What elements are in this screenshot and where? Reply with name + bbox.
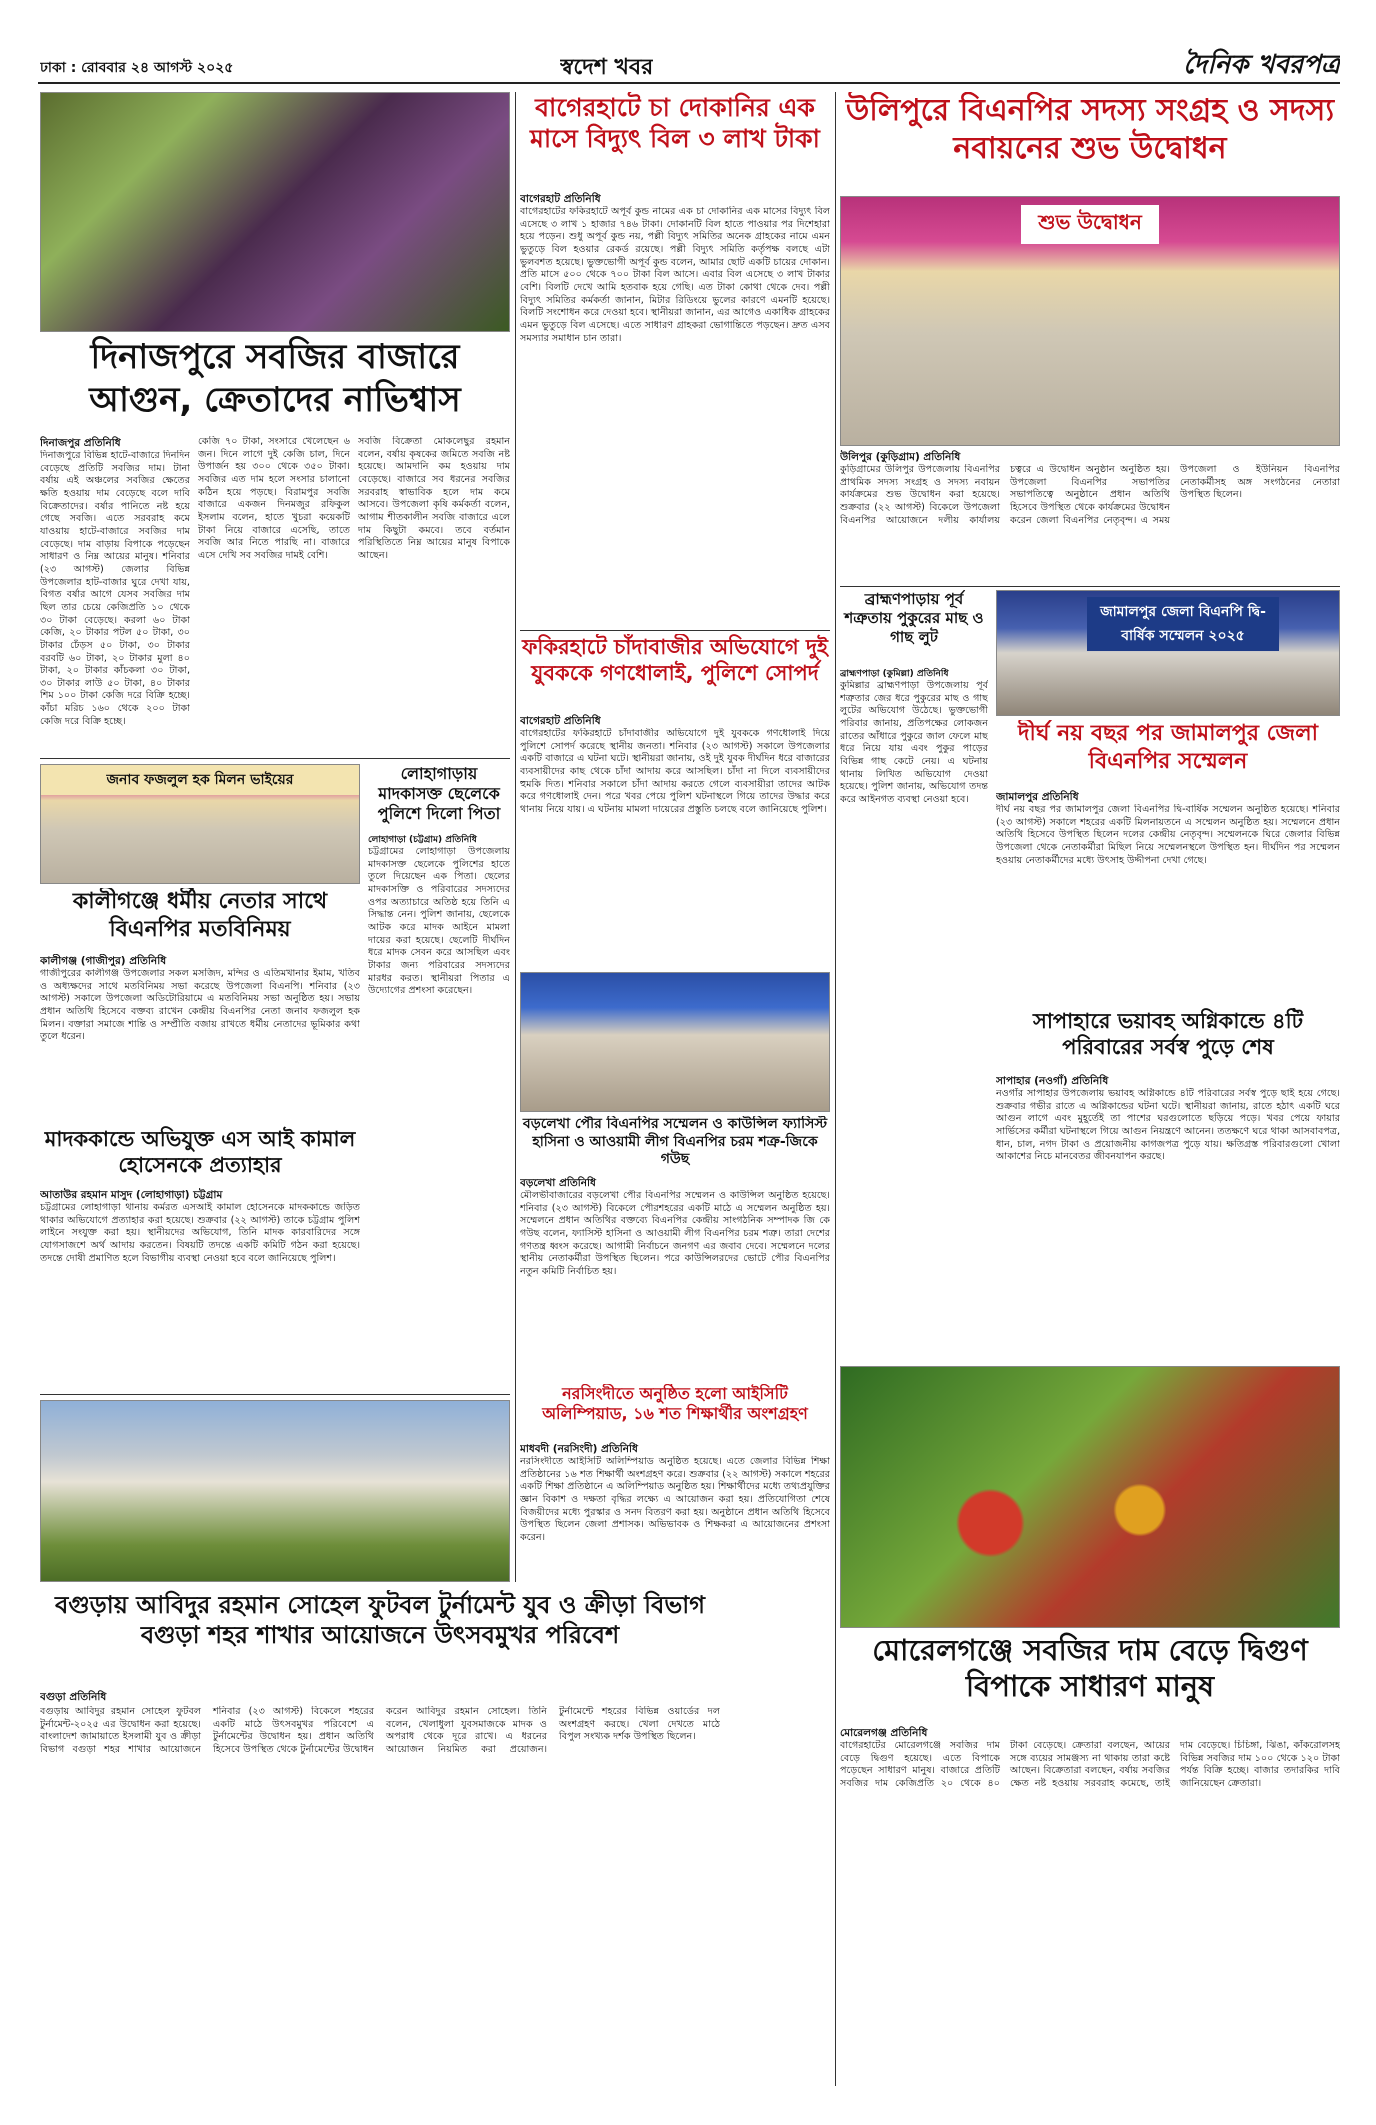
- bagerhat-body: বাগেরহাটের ফকিরহাটে অপূর্ব কুন্ড নামের এক চা দোকানির এক মাসের বিদ্যুৎ বিল এসেছে ৩ লাখ ১ হাজার ৭৪৬ টাকা। দোকানটি বিল হাতে পাওয়ার পর দিশেহারা হয়ে পড়েন। শুধু অপূর্ব কুন্ড নয়, পল্লী বিদ্যুৎ সমিতির অনেক গ্রাহকের নামে এমন ভুতুড়ে বিল হওয়ার রেকর্ড রয়েছে। পল্লী বিদ্যুৎ সমিতি কর্তৃপক্ষ বলছে এটা ভুলবশত হয়েছে। ভুক্তভোগী অপূর্ব কুন্ড বলেন, আমার ছোট একটি চায়ের দোকান। প্রতি মাসে ৫০০ থেকে ৭০০ টাকা বিল আসে। এবার বিল এসেছে ৩ লাখ টাকার বেশি। বিলটি দেখে আমি হতবাক হয়ে গেছি। এত টাকা কোথা থেকে দেব। পল্লী বিদ্যুৎ সমিতির কর্মকর্তা জানান, মিটার রিডিংয়ে ভুলের কারণে এমনটি হয়েছে। বিলটি সংশোধন করে দেওয়া হবে। স্থানীয়রা জানান, এর আগেও একাধিক গ্রাহকের এমন ভুতুড়ে বিল এসেছে। এতে সাধারণ গ্রাহকরা ভোগান্তিতে পড়ছেন। দ্রুত এসব সমস্যার সমাধান চান তারা।: [520, 206, 830, 344]
- ulipur-photo: [840, 196, 1340, 446]
- divider: [40, 758, 510, 759]
- lohagara-byline: লোহাগাড়া (চট্টগ্রাম) প্রতিনিধি: [368, 835, 477, 845]
- column-rule: [835, 92, 836, 2086]
- jamalpur-body: দীর্ঘ নয় বছর পর জামালপুর জেলা বিএনপির দ্বি-বার্ষিক সম্মেলন অনুষ্ঠিত হয়েছে। শনিবার (২৩ আগস্ট) সকালে শহরের একটি মিলনায়তনে এ সম্মেলন অনুষ্ঠিত হয়। সম্মেলনে প্রধান অতিথি হিসেবে উপস্থিত ছিলেন দলের কেন্দ্রীয় নেতৃবৃন্দ। সম্মেলনকে ঘিরে জেলার বিভিন্ন উপজেলা থেকে নেতাকর্মীরা মিছিল নিয়ে সম্মেলনস্থলে উপস্থিত হন। দীর্ঘদিন পর সম্মেলন হওয়ায় নেতাকর্মীদের মধ্যে উৎসাহ উদ্দীপনা দেখা গেছে।: [996, 804, 1340, 866]
- dinajpur-body-col1: দিনাজপুরে বিভিন্ন হাটে-বাজারে দিনদিন বেড়েছে প্রতিটি সবজির দাম। টানা বর্ষায় এই অঞ্চলের সবজির ক্ষেতের ক্ষতি হওয়ায় দাম বেড়েছে বলে দাবি বিক্রেতাদের। বর্ষার পানিতে নষ্ট হয়ে গেছে সবজি। এতে সরবরাহ কমে যাওয়ায় হাটে-বাজারে সবজির দাম বেড়েছে। দাম বাড়ায় বিপাকে পড়েছেন সাধারণ ও নিম্ন আয়ের মানুষ। শনিবার (২৩ আগস্ট) জেলার বিভিন্ন উপজেলার হাট-বাজার ঘুরে দেখা যায়, বিগত বর্ষার আগে যেসব সবজির দাম ছিল তার চেয়ে কেজিপ্রতি ১০ থেকে ৩০ টাকা বেড়েছে। করলা ৬০ টাকা কেজি, ২০ টাকার পটল ৫০ টাকা, ৩০ টাকার ঢেঁড়স ৫০ টাকা, ৩০ টাকার বরবটি ৬০ টাকা, ২০ টাকার মুলা ৪০ টাকা, ২০ টাকার কাঁচকলা ৩০ টাকা, ৩০ টাকার লাউ ৫০ টাকা, ৪০ টাকার শিম ১০০ টাকা কেজি দরে বিক্রি হচ্ছে। কাঁচা মরিচ ১৬০ থেকে ২০০ টাকা কেজি দরে বিক্রি হচ্ছে।: [40, 450, 190, 727]
- divider: [40, 1394, 510, 1395]
- si-kamal-headline: মাদককান্ডে অভিযুক্ত এস আই কামাল হোসেনকে প্রত্যাহার: [44, 1127, 356, 1178]
- fakirhat-headline: ফকিরহাটে চাঁদাবাজীর অভিযোগে দুই যুবককে গণধোলাই, পুলিশে সোপর্দ: [522, 635, 828, 686]
- dinajpur-body-col2: কেজি ৭০ টাকা, সংসারে খেলেছেন ৬ জন। দিনে লাগে দুই কেজি চাল, দিনে উপার্জন হয় ৩০০ থেকে ৩৫০ টাকা। সবজির এত দাম হলে সংসার চালানো কঠিন হয়ে পড়ছে। বিরামপুর সবজি বাজারে একজন দিনমজুর রফিকুল ইসলাম বলেন, হাতে খুচরা কয়েকটি টাকা নিয়ে বাজারে এসেছি, তাতে সবজি আর নিতে পারছি না। বাজারে এসে দেখি সব সবজির দামই বেশি।: [198, 436, 350, 561]
- sapahar-headline: সাপাহারে ভয়াবহ অগ্নিকান্ডে ৪টি পরিবারের সর্বস্ব পুড়ে শেষ: [1032, 1009, 1304, 1060]
- brahmanpara-body: কুমিল্লার ব্রাহ্মণপাড়া উপজেলায় পূর্ব শত্রুতার জের ধরে পুকুরের মাছ ও গাছ লুটের অভিযোগ উঠেছে। ভুক্তভোগী পরিবার জানায়, প্রতিপক্ষের লোকজন রাতের আঁধারে পুকুরে জাল ফেলে মাছ ধরে নিয়ে যায় এবং পুকুর পাড়ের বিভিন্ন গাছ কেটে নেয়। এ ঘটনায় থানায় লিখিত অভিযোগ দেওয়া হয়েছে। পুলিশ জানায়, অভিযোগ তদন্ত করে আইনগত ব্যবস্থা নেওয়া হবে।: [840, 680, 988, 805]
- ulipur-banner: শুভ উদ্বোধন: [1021, 205, 1159, 244]
- bogura-byline: বগুড়া প্রতিনিধি: [40, 1691, 107, 1703]
- narsingdi-byline: মাধবদী (নরসিংদী) প্রতিনিধি: [520, 1443, 638, 1455]
- sapahar-byline: সাপাহার (নওগাঁ) প্রতিনিধি: [996, 1075, 1109, 1087]
- bagerhat-headline: বাগেরহাটে চা দোকানির এক মাসে বিদ্যুৎ বিল ৩ লাখ টাকা: [530, 93, 820, 154]
- newspaper-logo: দৈনিক খবরপত্র: [1183, 50, 1340, 76]
- brahmanpara-headline: ব্রাহ্মণপাড়ায় পূর্ব শত্রুতায় পুকুরের মাছ ও গাছ লুট: [844, 590, 984, 646]
- section-title: স্বদেশ খবর: [560, 55, 654, 80]
- lohagara-headline: লোহাগাড়ায় মাদকাসক্ত ছেলেকে পুলিশে দিলো পিতা: [377, 764, 501, 823]
- kaliganj-headline: কালীগঞ্জে ধর্মীয় নেতার সাথে বিএনপির মতবিনিময়: [72, 889, 328, 942]
- lohagara-body: চট্টগ্রামের লোহাগাড়া উপজেলায় মাদকাসক্ত ছেলেকে পুলিশের হাতে তুলে দিয়েছেন এক পিতা। ছেলের মাদকাসক্তি ও পরিবারের সদস্যদের ওপর অত্যাচারে অতিষ্ঠ হয়ে তিনি এ সিদ্ধান্ত নেন। পুলিশ জানায়, ছেলেকে আটক করে মাদক আইনে মামলা দায়ের করা হয়েছে। ছেলেটি দীর্ঘদিন ধরে মাদক সেবন করে আসছিল এবং টাকার জন্য পরিবারের সদস্যদের মারধর করত। স্থানীয়রা পিতার এ উদ্যোগের প্রশংসা করেছেন।: [368, 846, 510, 997]
- bagerhat-byline: বাগেরহাট প্রতিনিধি: [520, 193, 601, 205]
- jamalpur-byline: জামালপুর প্রতিনিধি: [996, 791, 1079, 803]
- kaliganj-byline: কালীগঞ্জ (গাজীপুর) প্রতিনিধি: [40, 955, 167, 967]
- vegetable-market-photo: [40, 92, 510, 332]
- sapahar-body: নওগাঁর সাপাহার উপজেলায় ভয়াবহ অগ্নিকান্ডে ৪টি পরিবারের সর্বস্ব পুড়ে ছাই হয়ে গেছে। শুক্রবার গভীর রাতে এ অগ্নিকান্ডের ঘটনা ঘটে। স্থানীয়রা জানায়, রাতে হঠাৎ একটি ঘরে আগুন লাগে এবং মুহূর্তেই তা পাশের ঘরগুলোতে ছড়িয়ে পড়ে। খবর পেয়ে ফায়ার সার্ভিসের কর্মীরা ঘটনাস্থলে গিয়ে আগুন নিয়ন্ত্রণে আনেন। ততক্ষণে ঘরে থাকা আসবাবপত্র, ধান, চাল, নগদ টাকা ও প্রয়োজনীয় কাগজপত্র পুড়ে যায়। ক্ষতিগ্রস্ত পরিবারগুলো খোলা আকাশের নিচে মানবেতর জীবনযাপন করছে।: [996, 1088, 1340, 1163]
- barlekha-photo: [520, 972, 830, 1112]
- divider: [520, 630, 830, 631]
- si-kamal-body: চট্টগ্রামের লোহাগাড়া থানায় কর্মরত এসআই কামাল হোসেনকে মাদককান্ডে জড়িত থাকার অভিযোগে প্রত্যাহার করা হয়েছে। শুক্রবার (২২ আগস্ট) তাকে চট্টগ্রাম পুলিশ লাইনে সংযুক্ত করা হয়। স্থানীয়দের অভিযোগ, তিনি মাদক কারবারিদের সঙ্গে যোগসাজশে অর্থ আদায় করতেন। বিষয়টি তদন্তে একটি কমিটি গঠন করা হয়েছে। তদন্তে দোষী প্রমাণিত হলে বিভাগীয় ব্যবস্থা নেওয়া হবে বলে জানিয়েছে পুলিশ।: [40, 1202, 360, 1264]
- barlekha-body: মৌলভীবাজারের বড়লেখা পৌর বিএনপির সম্মেলন ও কাউন্সিল অনুষ্ঠিত হয়েছে। শনিবার (২৩ আগস্ট) বিকেলে পৌরশহরের একটি মাঠে এ সম্মেলন অনুষ্ঠিত হয়। সম্মেলনে প্রধান অতিথির বক্তব্যে বিএনপির কেন্দ্রীয় সাংগঠনিক সম্পাদক জি কে গউছ বলেন, ফ্যাসিস্ট হাসিনা ও আওয়ামী লীগ বিএনপির চরম শত্রু। তারা দেশের গণতন্ত্র ধ্বংস করেছে। আগামী নির্বাচনে জনগণ এর জবাব দেবে। সম্মেলনে দলের স্থানীয় নেতাকর্মীরা উপস্থিত ছিলেন। পরে কাউন্সিলরদের ভোটে পৌর বিএনপির নতুন কমিটি নির্বাচিত হয়।: [520, 1190, 830, 1277]
- narsingdi-body: নরসিংদীতে আইসিটি অলিম্পিয়াড অনুষ্ঠিত হয়েছে। এতে জেলার বিভিন্ন শিক্ষা প্রতিষ্ঠানের ১৬ শত শিক্ষার্থী অংশগ্রহণ করে। শুক্রবার (২২ আগস্ট) সকালে শহরের একটি শিক্ষা প্রতিষ্ঠানে এ অলিম্পিয়াড অনুষ্ঠিত হয়। শিক্ষার্থীদের মধ্যে তথ্যপ্রযুক্তির জ্ঞান বিকাশ ও দক্ষতা বৃদ্ধির লক্ষ্যে এ আয়োজন করা হয়। প্রতিযোগিতা শেষে বিজয়ীদের মধ্যে পুরস্কার ও সনদ বিতরণ করা হয়। অনুষ্ঠানে প্রধান অতিথি হিসেবে উপস্থিত ছিলেন জেলা প্রশাসক। অভিভাবক ও শিক্ষকরা এ আয়োজনের প্রশংসা করেন।: [520, 1456, 830, 1543]
- bogura-headline: বগুড়ায় আবিদুর রহমান সোহেল ফুটবল টুর্নামেন্ট যুব ও ক্রীড়া বিভাগ বগুড়া শহর শাখার আয়োজনে উৎসবমুখর পরিবেশ: [55, 1591, 705, 1649]
- brahmanpara-byline: ব্রাহ্মণপাড়া (কুমিল্লা) প্রতিনিধি: [840, 669, 949, 679]
- fakirhat-byline: বাগেরহাট প্রতিনিধি: [520, 715, 601, 727]
- page-date: ঢাকা : রোববার ২৪ আগস্ট ২০২৫: [40, 60, 234, 76]
- jamalpur-photo: [996, 590, 1340, 716]
- ulipur-byline: উলিপুর (কুড়িগ্রাম) প্রতিনিধি: [840, 451, 961, 463]
- jamalpur-banner: জামালপুর জেলা বিএনপি দ্বি-বার্ষিক সম্মেলন ২০২৫: [1087, 597, 1279, 651]
- ulipur-headline: উলিপুরে বিএনপির সদস্য সংগ্রহ ও সদস্য নবায়নের শুভ উদ্বোধন: [845, 93, 1335, 166]
- morrelganj-headline: মোরেলগঞ্জে সবজির দাম বেড়ে দ্বিগুণ বিপাকে সাধারণ মানুষ: [872, 1633, 1308, 1704]
- fakirhat-body: বাগেরহাটের ফকিরহাটে চাঁদাবাজীর অভিযোগে দুই যুবককে গণধোলাই দিয়ে পুলিশে সোপর্দ করেছে স্থানীয় জনতা। শনিবার (২৩ আগস্ট) সকালে উপজেলার একটি বাজারে এ ঘটনা ঘটে। স্থানীয়রা জানায়, ওই দুই যুবক দীর্ঘদিন ধরে বাজারের ব্যবসায়ীদের কাছ থেকে চাঁদা আদায় করে আসছিল। চাঁদা না দিলে ব্যবসায়ীদের হুমকি দিত। শনিবার সকালে চাঁদা আদায় করতে গেলে ব্যবসায়ীরা তাদের আটক করে গণধোলাই দেন। পরে খবর পেয়ে পুলিশ ঘটনাস্থলে গিয়ে তাদের উদ্ধার করে থানায় নিয়ে যায়। এ ঘটনায় মামলা দায়েরের প্রস্তুতি চলছে বলে জানিয়েছে পুলিশ।: [520, 728, 830, 815]
- morrelganj-byline: মোরেলগঞ্জ প্রতিনিধি: [840, 1727, 928, 1739]
- vegetable-stall-photo: [840, 1366, 1340, 1628]
- barlekha-byline: বড়লেখা প্রতিনিধি: [520, 1177, 596, 1189]
- barlekha-headline: বড়লেখা পৌর বিএনপির সম্মেলন ও কাউন্সিল ফ্যাসিস্ট হাসিনা ও আওয়ামী লীগ বিএনপির চরম শত্রু-জিকে গউছ: [522, 1116, 828, 1167]
- morrelganj-body: বাগেরহাটের মোরেলগঞ্জে সবজির দাম বেড়ে দ্বিগুণ হয়েছে। এতে বিপাকে পড়েছেন সাধারণ মানুষ। বাজারে প্রতিটি সবজির দাম কেজিপ্রতি ২০ থেকে ৪০ টাকা বেড়েছে। ক্রেতারা বলছেন, আয়ের সঙ্গে ব্যয়ের সামঞ্জস্য না থাকায় তারা কষ্টে আছেন। বিক্রেতারা বলছেন, বর্ষায় সবজির ক্ষেত নষ্ট হওয়ায় সরবরাহ কমেছে, তাই দাম বেড়েছে। চিচিঙ্গা, ঝিঙা, কাঁকরোলসহ বিভিন্ন সবজির দাম ১০০ থেকে ১২০ টাকা পর্যন্ত বিক্রি হচ্ছে। বাজার তদারকির দাবি জানিয়েছেন ক্রেতারা।: [840, 1740, 1340, 1789]
- jamalpur-headline: দীর্ঘ নয় বছর পর জামালপুর জেলা বিএনপির সম্মেলন: [1017, 721, 1318, 774]
- kaliganj-body: গাজীপুরের কালীগঞ্জ উপজেলার সকল মসজিদ, মন্দির ও এতিমখানার ইমাম, খতিব ও অধ্যক্ষদের সাথে মতবিনিময় সভা করেছে উপজেলা বিএনপি। শনিবার (২৩ আগস্ট) সকালে উপজেলা অডিটোরিয়ামে এ মতবিনিময় সভা অনুষ্ঠিত হয়। সভায় প্রধান অতিথি হিসেবে বক্তব্য রাখেন কেন্দ্রীয় বিএনপির নেতা জনাব ফজলুল হক মিলন। বক্তারা সমাজে শান্তি ও সম্প্রীতি বজায় রাখতে ধর্মীয় নেতাদের ভূমিকার কথা তুলে ধরেন।: [40, 968, 360, 1043]
- dinajpur-headline: দিনাজপুরে সবজির বাজারে আগুন, ক্রেতাদের নাভিশ্বাস: [89, 337, 461, 420]
- bogura-body: বগুড়ায় আবিদুর রহমান সোহেল ফুটবল টুর্নামেন্ট-২০২৫ এর উদ্বোধন করা হয়েছে। বাংলাদেশ জামায়াতে ইসলামী যুব ও ক্রীড়া বিভাগ বগুড়া শহর শাখার আয়োজনে শনিবার (২৩ আগস্ট) বিকেলে শহরের একটি মাঠে উৎসবমুখর পরিবেশে এ টুর্নামেন্টের উদ্বোধন হয়। প্রধান অতিথি হিসেবে উপস্থিত থেকে টুর্নামেন্টের উদ্বোধন করেন আবিদুর রহমান সোহেল। তিনি বলেন, খেলাধুলা যুবসমাজকে মাদক ও অপরাধ থেকে দূরে রাখে। এ ধরনের আয়োজন নিয়মিত করা প্রয়োজন। টুর্নামেন্টে শহরের বিভিন্ন ওয়ার্ডের দল অংশগ্রহণ করছে। খেলা দেখতে মাঠে বিপুল সংখ্যক দর্শক উপস্থিত ছিলেন।: [40, 1706, 720, 1755]
- ulipur-body: কুড়িগ্রামের উলিপুর উপজেলায় বিএনপির প্রাথমিক সদস্য সংগ্রহ ও সদস্য নবায়ন কার্যক্রমের শুভ উদ্বোধন করা হয়েছে। শুক্রবার (২২ আগস্ট) বিকেলে উপজেলা বিএনপির আয়োজনে দলীয় কার্যালয় চত্বরে এ উদ্বোধন অনুষ্ঠান অনুষ্ঠিত হয়। উপজেলা বিএনপির সভাপতির সভাপতিত্বে অনুষ্ঠানে প্রধান অতিথি হিসেবে উপস্থিত থেকে কার্যক্রমের উদ্বোধন করেন জেলা বিএনপির নেতৃবৃন্দ। এ সময় উপজেলা ও ইউনিয়ন বিএনপির নেতাকর্মীসহ অঙ্গ সংগঠনের নেতারা উপস্থিত ছিলেন।: [840, 464, 1340, 526]
- kaliganj-banner: জনাব ফজলুল হক মিলন ভাইয়ের: [41, 765, 359, 795]
- dinajpur-body-col3: সবজি বিক্রেতা মোকলেছুর রহমান বলেন, বর্ষায় কৃষকের জমিতে সবজি নষ্ট হয়েছে। আমদানি কম হওয়ায় দাম বেড়েছে। বাজারে সব ধরনের সবজির সরবরাহ স্বাভাবিক হলে দাম কমে আসবে। উপজেলা কৃষি কর্মকর্তা বলেন, আগাম শীতকালীন সবজি বাজারে এলে দাম কিছুটা কমবে। তবে বর্তমান পরিস্থিতিতে নিম্ন আয়ের মানুষ বিপাকে আছেন।: [358, 436, 510, 561]
- football-tournament-photo: [40, 1400, 510, 1582]
- column-rule: [515, 92, 516, 1582]
- narsingdi-headline: নরসিংদীতে অনুষ্ঠিত হলো আইসিটি অলিম্পিয়াড, ১৬ শত শিক্ষার্থীর অংশগ্রহণ: [542, 1384, 808, 1423]
- divider: [840, 586, 1340, 587]
- header-rule: [38, 82, 1340, 84]
- si-kamal-byline: আতাউর রহমান মাসুদ (লোহাগাড়া) চট্টগ্রাম: [40, 1189, 223, 1201]
- kaliganj-photo: [40, 764, 360, 884]
- dinajpur-byline: দিনাজপুর প্রতিনিধি: [40, 437, 121, 449]
